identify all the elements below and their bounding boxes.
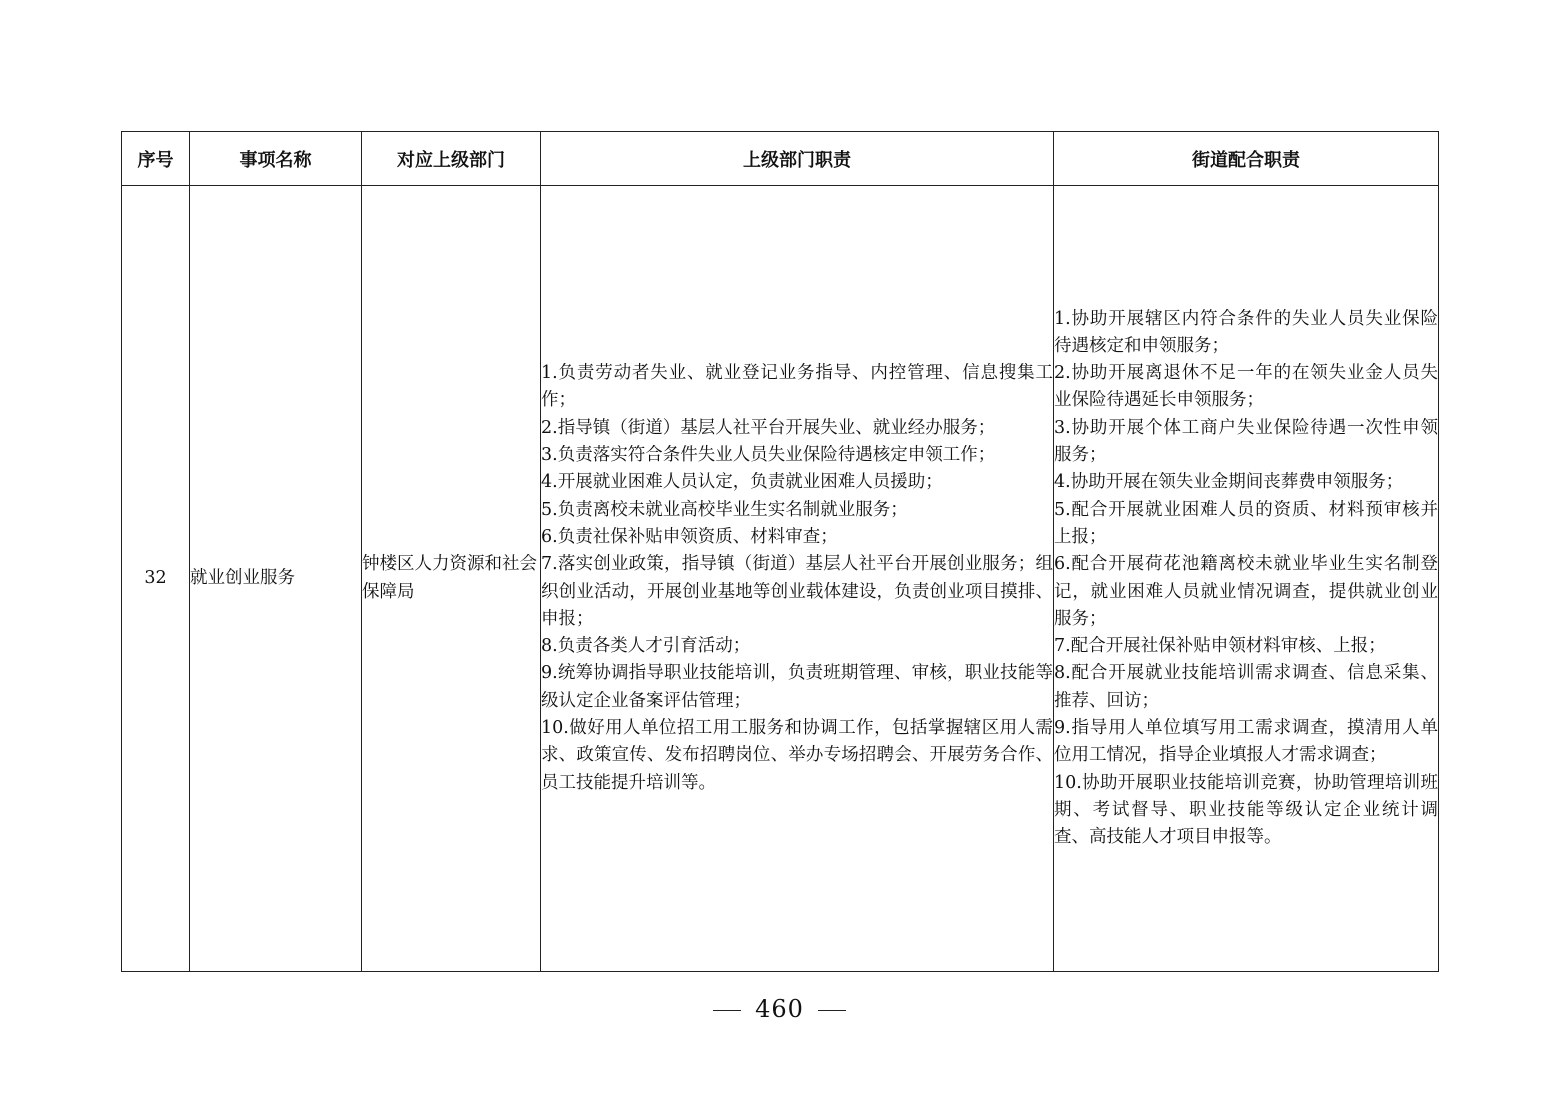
street-duty-item: 9.指导用人单位填写用工需求调查，摸清用人单位用工情况，指导企业填报人才需求调查； [1054, 717, 1438, 766]
upper-duty-item: 3.负责落实符合条件失业人员失业保险待遇核定申领工作； [541, 445, 996, 466]
cell-upper-duties [541, 186, 1054, 972]
upper-duty-item: 10.做好用人单位招工用工服务和协调工作，包括掌握辖区用人需求、政策宣传、发布招聘岗位、举办专场招聘会、开展劳务合作、员工技能提升培训等。 [541, 717, 1053, 793]
cell-street-duties [1054, 186, 1439, 972]
footer-dash-right [818, 1010, 846, 1011]
header-street-duties: 街道配合职责 [1054, 132, 1439, 186]
upper-duty-item: 6.负责社保补贴申领资质、材料审查； [541, 526, 838, 547]
upper-duty-item: 8.负责各类人才引育活动； [541, 636, 751, 657]
header-upper-duties: 上级部门职责 [541, 132, 1054, 186]
page-number: 460 [755, 995, 804, 1023]
cell-item-name: 就业创业服务 [190, 186, 362, 972]
street-duty-item: 7.配合开展社保补贴申领材料审核、上报； [1054, 636, 1386, 657]
cell-upper-dept: 钟楼区人力资源和社会保障局 [362, 186, 541, 972]
duty-table [121, 131, 1439, 972]
upper-duty-item: 1.负责劳动者失业、就业登记业务指导、内控管理、信息搜集工作； [541, 363, 1053, 411]
cell-no: 32 [122, 186, 190, 972]
table-header-row [122, 132, 1439, 186]
header-upper-dept: 对应上级部门 [362, 132, 541, 186]
street-duty-item: 3.协助开展个体工商户失业保险待遇一次性申领服务； [1054, 417, 1438, 466]
header-no: 序号 [122, 132, 190, 186]
street-duty-item: 6.配合开展荷花池籍离校未就业毕业生实名制登记，就业困难人员就业情况调查，提供就业创业服务； [1054, 554, 1438, 629]
upper-duty-item: 2.指导镇（街道）基层人社平台开展失业、就业经办服务； [541, 417, 996, 438]
street-duty-item: 1.协助开展辖区内符合条件的失业人员失业保险待遇核定和申领服务； [1054, 308, 1438, 356]
street-duty-item: 4.协助开展在领失业金期间丧葬费申领服务； [1054, 472, 1404, 493]
upper-duty-item: 5.负责离校未就业高校毕业生实名制就业服务； [541, 499, 908, 520]
street-duty-item: 5.配合开展就业困难人员的资质、材料预审核并上报； [1054, 499, 1438, 547]
footer-dash-left [713, 1010, 741, 1011]
street-duty-item: 2.协助开展离退休不足一年的在领失业金人员失业保险待遇延长申领服务； [1054, 363, 1438, 411]
page-footer [0, 995, 1559, 1023]
upper-duty-item: 7.落实创业政策，指导镇（街道）基层人社平台开展创业服务；组织创业活动，开展创业基地等创业载体建设，负责创业项目摸排、申报； [541, 554, 1053, 629]
street-duty-item: 8.配合开展就业技能培训需求调查、信息采集、推荐、回访； [1054, 663, 1438, 711]
upper-duty-item: 9.统筹协调指导职业技能培训，负责班期管理、审核，职业技能等级认定企业备案评估管理； [541, 663, 1053, 711]
upper-duty-item: 4.开展就业困难人员认定，负责就业困难人员援助； [541, 472, 943, 493]
table-row [122, 186, 1439, 972]
street-duty-item: 10.协助开展职业技能培训竞赛，协助管理培训班期、考试督导、职业技能等级认定企业统计调查、高技能人才项目申报等。 [1054, 772, 1438, 848]
header-item-name: 事项名称 [190, 132, 362, 186]
